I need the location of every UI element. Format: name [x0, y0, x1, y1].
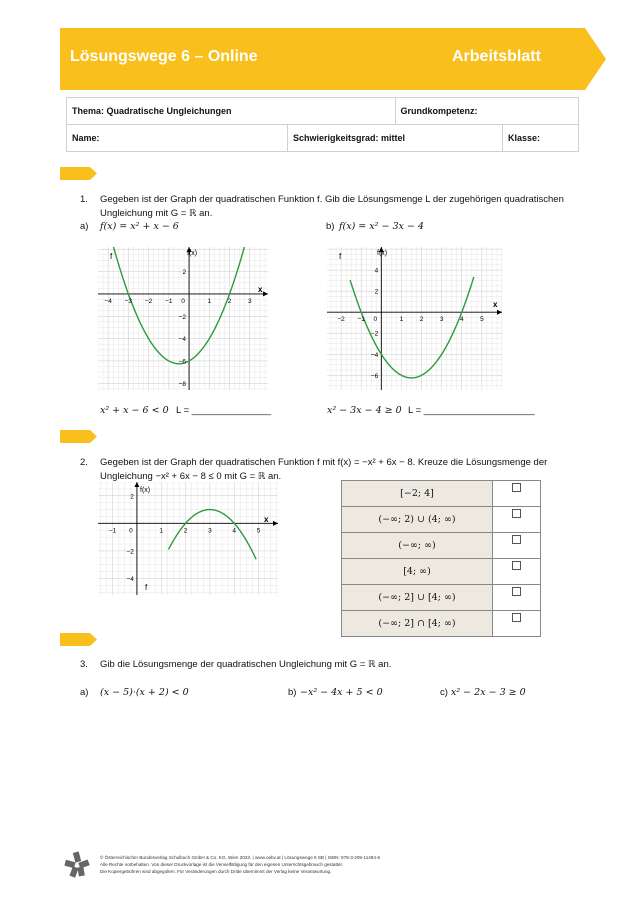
- task2-text-line2: Ungleichung −x² + 6x − 8 ≤ 0 mit G = ℝ an.: [100, 471, 282, 482]
- choice-option: (−∞; ∞): [342, 533, 493, 559]
- checkbox[interactable]: [512, 561, 521, 570]
- task2-choice-table: [341, 480, 541, 637]
- grundkompetenz-cell: Grundkompetenz:: [395, 98, 579, 125]
- task2-text-line1: Gegeben ist der Graph der quadratischen Funktion f mit f(x) = −x² + 6x − 8. Kreuze die Lösungsmenge der: [100, 457, 548, 468]
- x-tick-label: −1: [357, 316, 365, 324]
- checkbox[interactable]: [512, 613, 521, 622]
- choice-option: (−∞; 2] ∪ [4; ∞): [342, 585, 493, 611]
- x-tick-label: 4: [459, 316, 464, 324]
- graph-2: [98, 482, 278, 595]
- task3-a: (x − 5)·(x + 2) < 0: [100, 687, 189, 698]
- checkbox[interactable]: [512, 587, 521, 596]
- task3-b-label: b): [288, 687, 297, 698]
- y-tick-label: −2: [178, 313, 187, 321]
- task1-a-label: a): [80, 221, 89, 232]
- graph-1a: [98, 247, 268, 390]
- x-tick-label: 1: [207, 297, 212, 305]
- x-tick-label: −2: [337, 316, 345, 324]
- graph-1b-x-label: x: [493, 300, 498, 309]
- task1-text-line1: Gegeben ist der Graph der quadratischen Funktion f. Gib die Lösungsmenge L der zugehörigen quadratischen: [100, 194, 564, 205]
- checkbox[interactable]: [512, 535, 521, 544]
- task3-c: x² − 2x − 3 ≥ 0: [451, 687, 526, 698]
- x-tick-label: −3: [124, 297, 133, 305]
- choice-row[interactable]: [342, 611, 541, 637]
- task2-number: 2.: [80, 457, 88, 468]
- section-marker-2: [60, 430, 97, 443]
- task1-b-function: f(x) = x² − 3x − 4: [339, 221, 424, 232]
- graph-1b-f-label: f: [339, 252, 342, 261]
- x-tick-label: 2: [419, 316, 424, 324]
- checkbox[interactable]: [512, 509, 521, 518]
- thema-cell: Thema: Quadratische Ungleichungen: [67, 98, 396, 125]
- x-tick-label: 3: [208, 527, 212, 535]
- x-tick-label: −1: [165, 297, 173, 305]
- klasse-cell: Klasse:: [503, 125, 579, 152]
- y-tick-label: 4: [374, 267, 379, 275]
- task1-a-answer-field[interactable]: L = _______________: [176, 405, 272, 416]
- publisher-logo-icon: [63, 850, 91, 878]
- task1-text-line2: Ungleichung mit G = ℝ an.: [100, 208, 213, 219]
- checkbox[interactable]: [512, 483, 521, 492]
- section-marker-3: [60, 633, 97, 646]
- footer: [100, 854, 540, 875]
- x-tick-label: 5: [480, 316, 484, 324]
- graph-1b-y-label: f(x): [377, 250, 388, 257]
- graph-1a-f-label: f: [110, 252, 113, 261]
- section-marker-1: [60, 167, 97, 180]
- x-tick-label: 3: [439, 316, 444, 324]
- choice-row[interactable]: [342, 481, 541, 507]
- footer-line2: Alle Rechte vorbehalten. Von dieser Druckvorlage ist die Vervielfältigung für den eigenen Unterrichtsgebrauch gestattet.: [100, 862, 344, 867]
- task1-b-inequality: x² − 3x − 4 ≥ 0: [327, 405, 402, 416]
- graph-1a-x-label: x: [258, 285, 263, 294]
- choice-option: [−2; 4]: [342, 481, 493, 507]
- x-tick-label: 1: [159, 527, 164, 535]
- y-tick-label: −2: [126, 548, 134, 556]
- graph-2-x-label: x: [264, 515, 269, 524]
- footer-line1: © Österreichischer Bundesverlag Schulbuch GmbH & Co. KG, Wien 2023. | www.oebv.at | Lösungswege 6 SB | ISBN: 978-3-209-11494-5: [100, 855, 381, 860]
- graph-2-y-label: f(x): [140, 487, 151, 494]
- x-tick-label: 0: [181, 297, 185, 305]
- x-tick-label: 0: [129, 527, 133, 535]
- task3-b: −x² − 4x + 5 < 0: [300, 687, 383, 698]
- footer-line3: Die Kopiergebühren sind abgegolten. Für Veränderungen durch Dritte übernimmt der Verlag keine Verantwortung.: [100, 869, 332, 874]
- name-cell: Name:: [67, 125, 288, 152]
- choice-row[interactable]: [342, 585, 541, 611]
- x-tick-label: −4: [104, 297, 112, 305]
- task1-b-answer-field[interactable]: L = _____________________: [408, 405, 535, 416]
- task3-a-label: a): [80, 687, 89, 698]
- task1-a-function: f(x) = x² + x − 6: [100, 221, 179, 232]
- choice-row[interactable]: [342, 559, 541, 585]
- task3-text: Gib die Lösungsmenge der quadratischen Ungleichung mit G = ℝ an.: [100, 659, 392, 670]
- graph-1b: [327, 247, 502, 390]
- info-table: [66, 97, 579, 152]
- x-tick-label: 2: [183, 527, 188, 535]
- choice-row[interactable]: [342, 507, 541, 533]
- choice-option: [4; ∞): [342, 559, 493, 585]
- y-tick-label: −6: [178, 358, 187, 366]
- task1-a-inequality: x² + x − 6 < 0: [100, 405, 169, 416]
- graph-1b-bg: [327, 247, 502, 390]
- graph-1a-y-label: f(x): [187, 250, 198, 257]
- graph-2-f-label: f: [145, 583, 148, 592]
- y-tick-label: −8: [178, 380, 187, 388]
- x-tick-label: −2: [144, 297, 153, 305]
- choice-option: (−∞; 2] ∩ [4; ∞): [342, 611, 493, 637]
- x-tick-label: 0: [373, 316, 378, 324]
- y-tick-label: −2: [370, 330, 379, 338]
- y-tick-label: −6: [370, 372, 379, 380]
- y-tick-label: −4: [178, 336, 187, 344]
- schwierigkeit-cell: Schwierigkeitsgrad: mittel: [288, 125, 503, 152]
- y-tick-label: 2: [182, 269, 187, 277]
- x-tick-label: 2: [227, 297, 232, 305]
- y-tick-label: 2: [374, 288, 379, 296]
- task3-c-label: c): [440, 687, 448, 698]
- y-tick-label: 2: [130, 493, 134, 501]
- task3-number: 3.: [80, 659, 88, 670]
- x-tick-label: 5: [256, 527, 261, 535]
- choice-option: (−∞; 2) ∪ (4; ∞): [342, 507, 493, 533]
- task1-number: 1.: [80, 194, 88, 205]
- header-title: Lösungswege 6 – Online: [70, 48, 258, 65]
- x-tick-label: 3: [247, 297, 252, 305]
- x-tick-label: 1: [399, 316, 404, 324]
- header-banner: [60, 28, 606, 90]
- header-type: Arbeitsblatt: [452, 48, 541, 65]
- task1-text: [100, 193, 570, 221]
- x-tick-label: 4: [232, 527, 237, 535]
- choice-row[interactable]: [342, 533, 541, 559]
- y-tick-label: −4: [370, 351, 379, 359]
- y-tick-label: −4: [126, 575, 134, 583]
- x-tick-label: −1: [108, 527, 117, 535]
- task1-b-label: b): [326, 221, 335, 232]
